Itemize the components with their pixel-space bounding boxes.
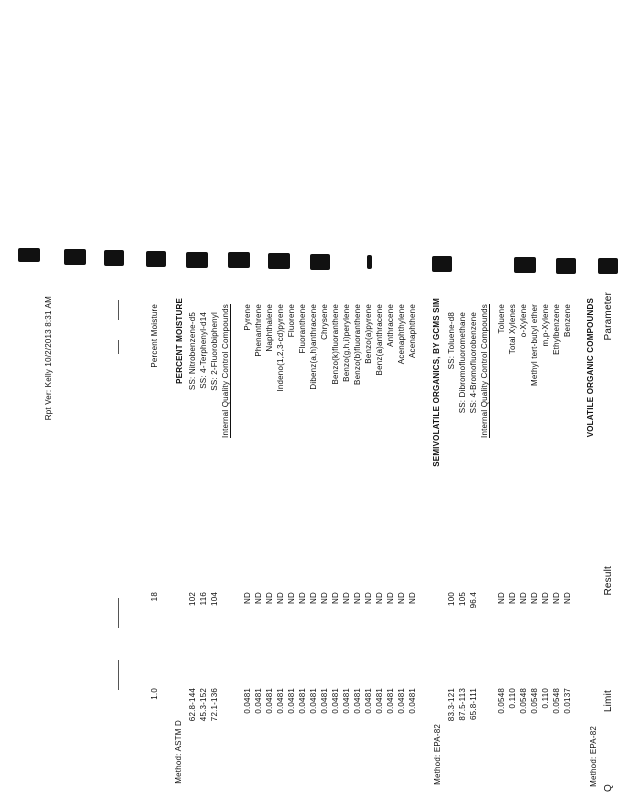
report-footer: Rpt Ver: Kelly 10/2/2013 8:31 AM [44, 296, 53, 421]
param-result: 102 [188, 592, 197, 606]
param-limit: 0.0481 [375, 688, 384, 714]
param-limit: 65.8-111 [469, 688, 478, 720]
scan-mark [367, 255, 372, 269]
param-result: 18 [150, 592, 159, 602]
param-result: ND [342, 592, 351, 604]
param-limit: 0.0481 [287, 688, 296, 714]
param-limit: 0.0481 [364, 688, 373, 714]
param-result: ND [276, 592, 285, 604]
param-result: ND [375, 592, 384, 604]
param-limit: 0.0137 [563, 688, 572, 714]
param-limit: 0.110 [541, 688, 550, 709]
separator-line [118, 340, 119, 354]
limit-header: Limit [603, 690, 614, 713]
method-label-semivolatile: Method: EPA-82 [433, 724, 442, 785]
scan-mark [556, 258, 576, 274]
param-limit: 1.0 [150, 688, 159, 700]
section-semivolatile: SEMIVOLATILE ORGANICS, BY GCMS SIM [432, 298, 441, 467]
scan-mark [268, 253, 290, 269]
param-limit: 83.3-121 [447, 688, 456, 722]
param-result: ND [309, 592, 318, 604]
param-name: Anthracene [386, 304, 395, 347]
param-name: SS: Nitrobenzene-d5 [188, 312, 197, 391]
scan-mark [18, 248, 40, 262]
scan-mark [598, 258, 618, 274]
param-limit: 0.0481 [265, 688, 274, 714]
param-name: Benzo(k)fluoranthene [331, 304, 340, 385]
param-result: ND [519, 592, 528, 604]
param-result: 104 [210, 592, 219, 606]
param-name: Ethylbenzene [552, 304, 561, 355]
param-limit: 0.0481 [298, 688, 307, 714]
separator-line [118, 660, 119, 690]
param-limit: 0.0481 [408, 688, 417, 714]
param-limit: 0.0481 [320, 688, 329, 714]
param-result: ND [541, 592, 550, 604]
param-name: Benzo(a)pyrene [364, 304, 373, 364]
param-result: ND [386, 592, 395, 604]
scan-mark [104, 250, 124, 266]
scan-mark [186, 252, 208, 268]
param-result: ND [320, 592, 329, 604]
param-name: Fluoranthene [298, 304, 307, 354]
subsection-qc-volatile: Internal Quality Control Compounds [480, 304, 489, 438]
param-result: ND [508, 592, 517, 604]
param-name: Acenaphthene [408, 304, 417, 359]
method-label-volatile: Method: EPA-82 [589, 726, 598, 787]
param-limit: 0.110 [508, 688, 517, 709]
result-header: Result [603, 566, 614, 596]
param-result: ND [331, 592, 340, 604]
param-limit: 0.0548 [530, 688, 539, 714]
param-name: SS: 2-Fluorobiphenyl [210, 312, 219, 391]
scan-mark [432, 256, 452, 272]
scan-mark [146, 251, 166, 267]
scan-mark [310, 254, 330, 270]
param-limit: 0.0481 [397, 688, 406, 714]
param-limit: 62.8-144 [188, 688, 197, 722]
param-name: Benz(a)anthracene [375, 304, 384, 376]
param-name: Naphthalene [265, 304, 274, 352]
param-name: Fluorene [287, 304, 296, 338]
param-name: Benzo(g,h,i)perylene [342, 304, 351, 382]
param-limit: 0.0548 [552, 688, 561, 714]
param-limit: 72.1-136 [210, 688, 219, 722]
param-result: ND [563, 592, 572, 604]
param-name: SS: 4-Bromofluorobenzene [469, 312, 478, 414]
param-result: ND [530, 592, 539, 604]
q-header: Q [603, 784, 614, 792]
param-limit: 0.0481 [309, 688, 318, 714]
method-label-moisture: Method: ASTM D [174, 720, 183, 784]
param-name: m,p-Xylene [541, 304, 550, 347]
param-result: ND [243, 592, 252, 604]
param-result: ND [353, 592, 362, 604]
scan-mark [228, 252, 250, 268]
section-moisture: PERCENT MOISTURE [175, 298, 184, 384]
scan-mark [514, 257, 536, 273]
param-result: ND [254, 592, 263, 604]
subsection-qc-semivolatile: Internal Quality Control Compounds [221, 304, 230, 438]
param-result: ND [397, 592, 406, 604]
param-result: 105 [458, 592, 467, 606]
param-limit: 45.3-152 [199, 688, 208, 722]
param-name: Dibenz(a,h)anthracene [309, 304, 318, 390]
separator-line [118, 598, 119, 628]
param-limit: 87.5-113 [458, 688, 467, 721]
param-name: SS: Toluene-d8 [447, 312, 456, 370]
param-result: 100 [447, 592, 456, 606]
param-result: ND [364, 592, 373, 604]
param-result: 116 [199, 592, 208, 606]
param-limit: 0.0481 [353, 688, 362, 714]
parameter-header: Parameter [603, 292, 614, 341]
param-name: Phenanthrene [254, 304, 263, 357]
param-name: Indeno(1,2,3-cd)pyrene [276, 304, 285, 392]
param-result: ND [287, 592, 296, 604]
param-result: ND [552, 592, 561, 604]
param-name: Methyl tert-butyl ether [530, 304, 539, 386]
param-name: Acenaphthylene [397, 304, 406, 365]
param-name: Total Xylenes [508, 304, 517, 355]
param-limit: 0.0481 [386, 688, 395, 714]
param-result: ND [408, 592, 417, 604]
separator-line [118, 300, 119, 320]
param-name: Chrysene [320, 304, 329, 340]
scan-mark [64, 249, 86, 265]
param-limit: 0.0548 [519, 688, 528, 714]
param-limit: 0.0481 [276, 688, 285, 714]
param-result: ND [265, 592, 274, 604]
param-name: Percent Moisture [150, 304, 159, 368]
param-limit: 0.0481 [331, 688, 340, 714]
param-name: SS: Dibromofluoromethane [458, 312, 467, 414]
param-name: Benzene [563, 304, 572, 337]
param-name: Pyrene [243, 304, 252, 331]
param-limit: 0.0548 [497, 688, 506, 714]
param-limit: 0.0481 [254, 688, 263, 714]
param-name: o-Xylene [519, 304, 528, 338]
section-volatile: VOLATILE ORGANIC COMPOUNDS [586, 298, 595, 438]
param-result: ND [298, 592, 307, 604]
param-limit: 0.0481 [243, 688, 252, 714]
param-name: Benzo(b)fluoranthene [353, 304, 362, 385]
param-limit: 0.0481 [342, 688, 351, 714]
param-name: Toluene [497, 304, 506, 334]
param-result: 96.4 [469, 592, 478, 609]
param-name: SS: 4-Terphenyl-d14 [199, 312, 208, 389]
param-result: ND [497, 592, 506, 604]
